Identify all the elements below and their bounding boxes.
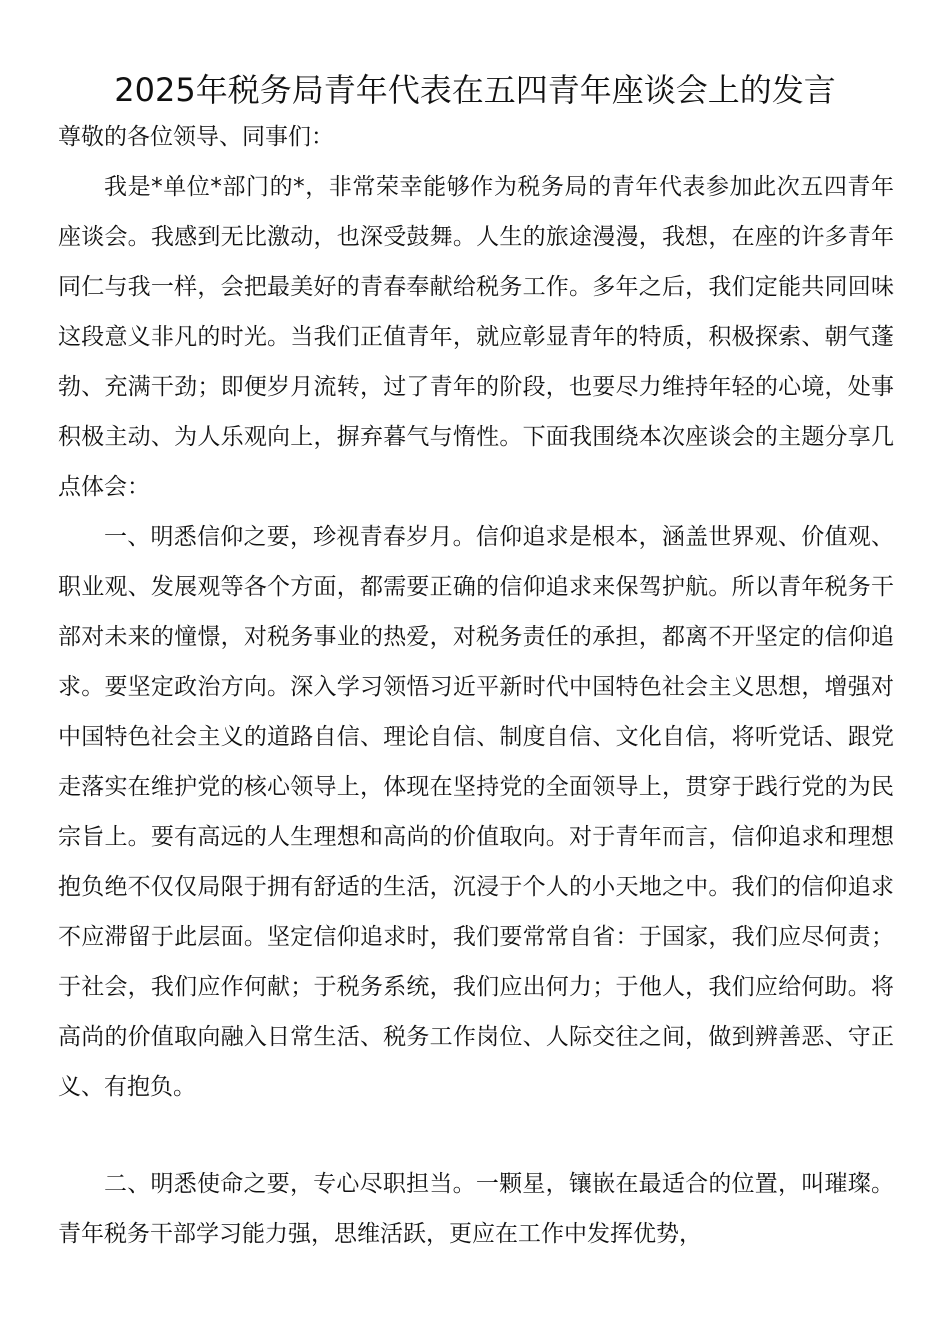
document-title: 2025年税务局青年代表在五四青年座谈会上的发言 <box>114 71 836 109</box>
paragraph-section-1 <box>58 512 894 1112</box>
paragraph-section-2 <box>58 1159 894 1259</box>
salutation: 尊敬的各位领导、同事们： <box>58 124 334 150</box>
paragraph-intro <box>58 162 894 512</box>
paragraph-text: 我是*单位*部门的*，非常荣幸能够作为税务局的青年代表参加此次五四青年座谈会。我感到无比激动，也深受鼓舞。人生的旅途漫漫，我想，在座的许多青年同仁与我一样，会把最美好的青春奉献给税务工作。多年之后，我们定能共同回味这段意义非凡的时光。当我们正值青年，就应彰显青年的特质，积极探索、朝气蓬勃、充满干劲；即便岁月流转，过了青年的阶段，也要尽力维持年轻的心境，处事积极主动、为人乐观向上，摒弃暮气与惰性。下面我围绕本次座谈会的主题分享几点体会： <box>58 174 894 500</box>
paragraph-text: 信仰追求是根本，涵盖世界观、价值观、职业观、发展观等各个方面，都需要正确的信仰追求来保驾护航。所以青年税务干部对未来的憧憬，对税务事业的热爱，对税务责任的承担，都离不开坚定的信仰追求。要坚定政治方向。深入学习领悟习近平新时代中国特色社会主义思想，增强对中国特色社会主义的道路自信、理论自信、制度自信、文化自信，将听党话、跟党走落实在维护党的核心领导上，体现在坚持党的全面领导上，贯穿于践行党的为民宗旨上。要有高远的人生理想和高尚的价值取向。对于青年而言，信仰追求和理想抱负绝不仅仅局限于拥有舒适的生活，沉浸于个人的小天地之中。我们的信仰追求不应滞留于此层面。坚定信仰追求时，我们要常常自省：于国家，我们应尽何责；于社会，我们应作何献；于税务系统，我们应出何力；于他人，我们应给何助。将高尚的价值取向融入日常生活、税务工作岗位、人际交往之间，做到辨善恶、守正义、有抱负。 <box>58 524 895 1100</box>
paragraph-text: 一颗星，镶嵌在最适合的位置，叫璀璨。青年税务干部学习能力强，思维活跃，更应在工作中发挥优势， <box>58 1171 895 1247</box>
section-heading: 二、明悉使命之要，专心尽职担当。 <box>104 1171 476 1197</box>
section-heading: 一、明悉信仰之要，珍视青春岁月。 <box>104 524 476 550</box>
